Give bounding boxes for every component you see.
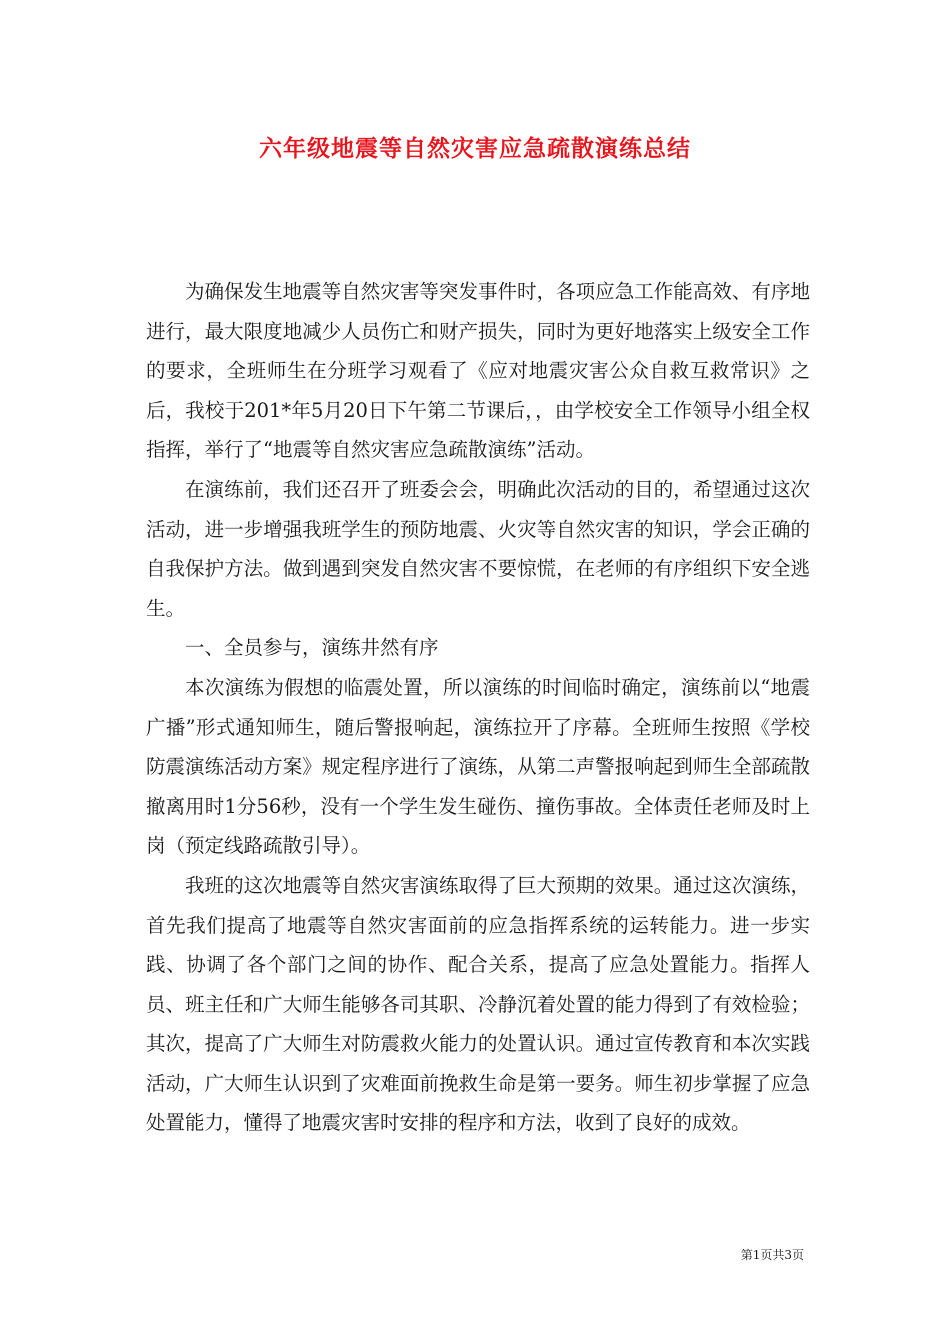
paragraph-results: 我班的这次地震等自然灾害演练取得了巨大预期的效果。通过这次演练，首先我们提高了地震等自然灾害面前的应急指挥系统的运转能力。进一步实践、协调了各个部门之间的协作、配合关系，提高了应急处置能力。指挥人员、班主任和广大师生能够各司其职、冷静沉着处置的能力得到了有效检验；其次，提高了广大师生对防震救火能力的处置认识。通过宣传教育和本次实践活动，广大师生认识到了灾难面前挽救生命是第一要务。师生初步掌握了应急处置能力，懂得了地震灾害时安排的程序和方法，收到了良好的成效。 <box>146 873 810 1135</box>
document-body <box>146 272 810 1143</box>
paragraph-drill-process: 本次演练为假想的临震处置，所以演练的时间临时确定，演练前以“地震广播”形式通知师生，随后警报响起，演练拉开了序幕。全班师生按照《学校防震演练活动方案》规定程序进行了演练，从第二声警报响起到师生全部疏散撤离用时1分56秒，没有一个学生发生碰伤、撞伤事故。全体责任老师及时上岗（预定线路疏散引导）。 <box>146 675 810 858</box>
page-number: 第1页共3页 <box>740 1248 804 1262</box>
paragraph-intro: 为确保发生地震等自然灾害等突发事件时，各项应急工作能高效、有序地进行，最大限度地减少人员伤亡和财产损失，同时为更好地落实上级安全工作的要求，全班师生在分班学习观看了《应对地震灾害公众自救互救常识》之后，我校于201*年5月20日下午第二节课后，，由学校安全工作领导小组全权指挥，举行了“地震等自然灾害应急疏散演练”活动。 <box>146 280 810 462</box>
section-heading: 一、全员参与，演练井然有序 <box>185 636 439 660</box>
document-title: 六年级地震等自然灾害应急疏散演练总结 <box>259 135 691 162</box>
paragraph-preparation: 在演练前，我们还召开了班委会会，明确此次活动的目的，希望通过这次活动，进一步增强我班学生的预防地震、火灾等自然灾害的知识，学会正确的自我保护方法。做到遇到突发自然灾害不要惊慌，在老师的有序组织下安全逃生。 <box>146 477 810 620</box>
